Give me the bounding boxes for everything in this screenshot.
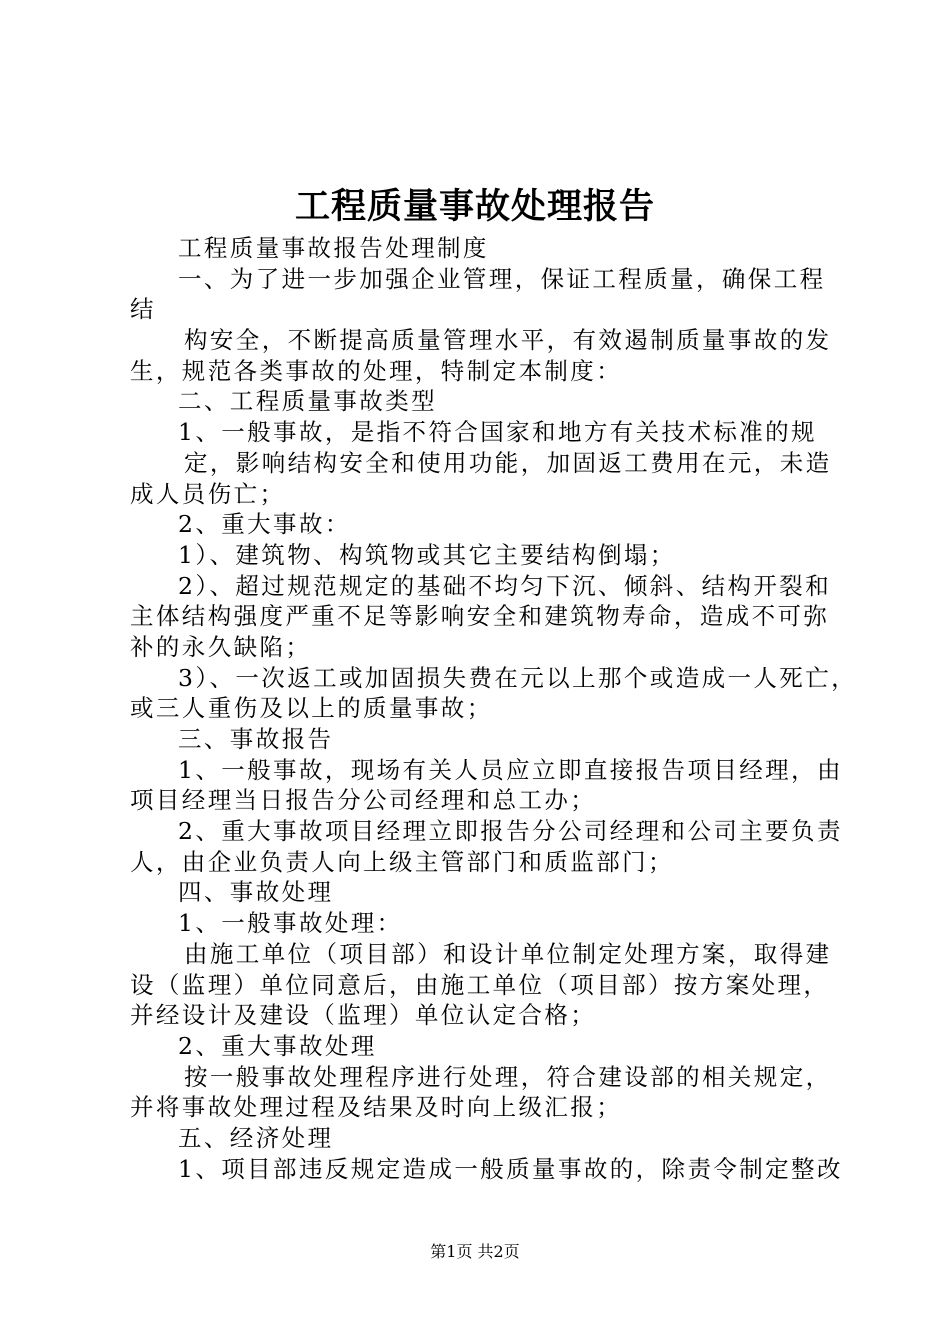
- document-title: 工程质量事故处理报告: [294, 186, 655, 227]
- page-footer: 第1页 共2页: [430, 1242, 520, 1261]
- text-line: 由施工单位（项目部）和设计单位制定处理方案，取得建: [184, 939, 832, 968]
- text-line: 一、为了进一步加强企业管理，保证工程质量，确保工程: [178, 264, 826, 293]
- text-line: 结: [130, 295, 156, 324]
- text-line: 二、工程质量事故类型: [178, 387, 437, 416]
- text-line: 项目经理当日报告分公司经理和总工办；: [130, 786, 597, 815]
- text-line: 成人员伤亡；: [130, 479, 286, 508]
- text-line: 三、事故报告: [178, 725, 334, 753]
- text-line: 2）、超过规范规定的基础不均匀下沉、倾斜、结构开裂和: [178, 571, 832, 600]
- text-line: 1、一般事故处理：: [178, 909, 403, 938]
- text-line: 1、项目部违反规定造成一般质量事故的，除责令制定整改: [178, 1154, 843, 1183]
- text-line: 1、一般事故，是指不符合国家和地方有关技术标准的规: [178, 418, 817, 447]
- text-line: 1、一般事故，现场有关人员应立即直接报告项目经理，由: [178, 755, 843, 784]
- text-line: 定，影响结构安全和使用功能，加固返工费用在元，未造: [184, 448, 832, 477]
- text-line: 四、事故处理: [178, 878, 334, 907]
- text-line: 1）、建筑物、构筑物或其它主要结构倒塌；: [178, 540, 676, 569]
- text-line: 设（监理）单位同意后，由施工单位（项目部）按方案处理，: [130, 970, 830, 999]
- text-line: 人，由企业负责人向上级主管部门和质监部门；: [130, 847, 674, 876]
- text-line: 生，规范各类事故的处理，特制定本制度：: [130, 356, 623, 385]
- text-line: 2、重大事故：: [178, 510, 351, 539]
- text-line: 并将事故处理过程及结果及时向上级汇报；: [130, 1093, 623, 1122]
- text-line: 补的永久缺陷；: [130, 632, 312, 661]
- text-line: 五、经济处理: [178, 1123, 334, 1152]
- text-line: 工程质量事故报告处理制度: [178, 234, 489, 262]
- text-line: 并经设计及建设（监理）单位认定合格；: [130, 1001, 597, 1030]
- text-line: 2、重大事故项目经理立即报告分公司经理和公司主要负责: [178, 817, 843, 846]
- text-line: 或三人重伤及以上的质量事故；: [130, 694, 493, 723]
- text-line: 2、重大事故处理: [178, 1031, 377, 1060]
- text-line: 按一般事故处理程序进行处理，符合建设部的相关规定，: [184, 1062, 832, 1091]
- text-line: 主体结构强度严重不足等影响安全和建筑物寿命，造成不可弥: [130, 602, 830, 631]
- text-line: 3）、一次返工或加固损失费在元以上那个或造成一人死亡，: [178, 663, 858, 692]
- document-body: [130, 233, 858, 1184]
- text-line: 构安全，不断提高质量管理水平，有效遏制质量事故的发: [184, 326, 832, 355]
